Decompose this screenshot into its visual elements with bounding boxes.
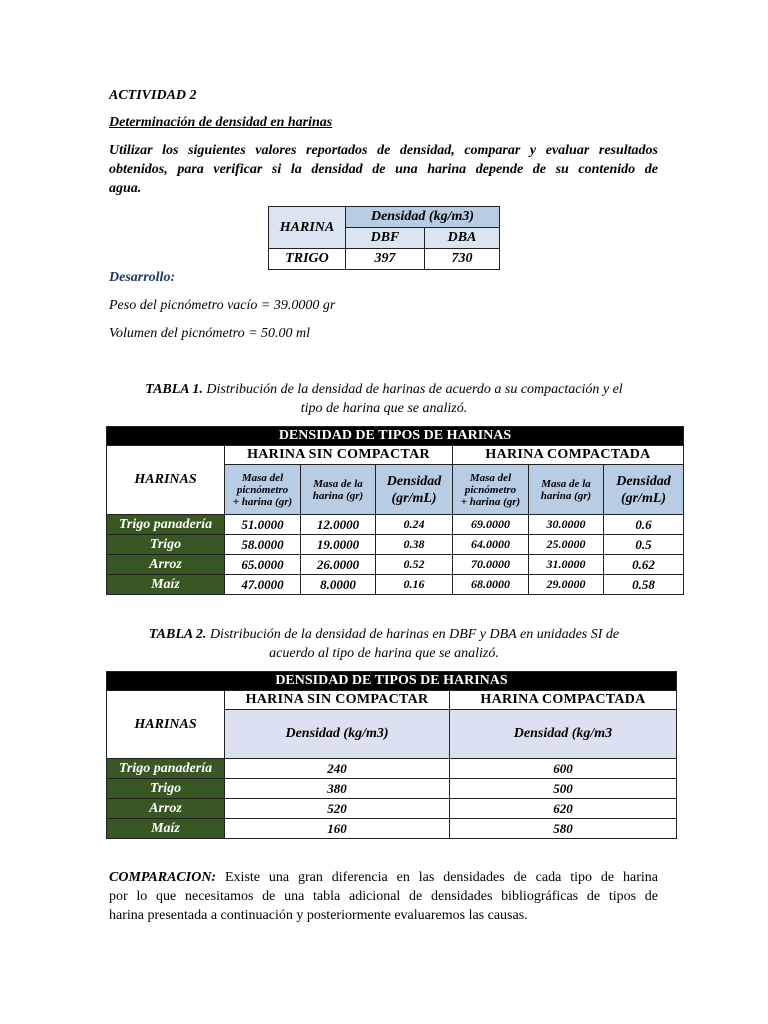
table-row — [107, 759, 677, 779]
cell: 0.38 — [376, 535, 453, 555]
col-label-part: + harina (gr) — [460, 495, 521, 508]
cell: 600 — [450, 759, 677, 779]
table2-col-densidad-right: Densidad (kg/m3 — [450, 710, 677, 759]
row-label: Trigo panadería — [107, 759, 225, 779]
row-label: Maíz — [107, 819, 225, 839]
table1-caption-rest: Distribución de la densidad de harinas de acuerdo a su compactación y el — [202, 382, 623, 397]
cell: 68.0000 — [453, 575, 529, 595]
activity-title: ACTIVIDAD 2 — [109, 88, 197, 103]
col-label-part: harina (gr) — [540, 489, 592, 502]
col-label-part: picnómetro — [236, 483, 289, 496]
table1-col-densidad-2 — [604, 465, 684, 515]
cell: 620 — [450, 799, 677, 819]
row-label: Trigo panadería — [107, 515, 225, 535]
row-label: Arroz — [107, 555, 225, 575]
table1-caption-bold: TABLA 1. — [145, 382, 203, 397]
volumen-picnometro: Volumen del picnómetro = 50.00 ml — [109, 326, 311, 341]
peso-picnometro: Peso del picnómetro vacío = 39.0000 gr — [109, 298, 336, 313]
table2 — [106, 671, 677, 839]
comparacion-label: COMPARACION: — [109, 870, 217, 885]
ref-dba-header: DBA — [425, 228, 500, 249]
cell: 0.6 — [604, 515, 684, 535]
col-label-part: Masa del — [469, 471, 512, 484]
cell: 30.0000 — [529, 515, 604, 535]
cell: 19.0000 — [301, 535, 376, 555]
col-label-part: harina (gr) — [312, 489, 364, 502]
table1-caption-line-1 — [0, 380, 768, 399]
desarrollo-label: Desarrollo: — [109, 270, 176, 285]
col-label-part: + harina (gr) — [232, 495, 293, 508]
col-label-part: Densidad — [386, 473, 442, 489]
cell: 0.52 — [376, 555, 453, 575]
cell: 70.0000 — [453, 555, 529, 575]
col-label-part: picnómetro — [464, 483, 517, 496]
table2-sin-header: HARINA SIN COMPACTAR — [225, 691, 450, 710]
cell: 500 — [450, 779, 677, 799]
cell: 0.16 — [376, 575, 453, 595]
cell: 58.0000 — [225, 535, 301, 555]
table2-col-densidad-left: Densidad (kg/m3) — [225, 710, 450, 759]
col-label-part: Densidad — [616, 473, 671, 489]
table2-caption-line-1 — [0, 625, 768, 644]
table-row — [107, 535, 684, 555]
cell: 520 — [225, 799, 450, 819]
section-subtitle: Determinación de densidad en harinas — [109, 115, 333, 130]
intro-line-3: agua. — [109, 181, 142, 196]
comparacion-text-1: Existe una gran diferencia en las densidades de cada tipo de harina — [216, 870, 658, 885]
table1-col-masa-harina-2 — [529, 465, 604, 515]
table-row — [107, 575, 684, 595]
cell: 8.0000 — [301, 575, 376, 595]
cell: 0.58 — [604, 575, 684, 595]
cell: 0.5 — [604, 535, 684, 555]
ref-row-dbf: 397 — [346, 249, 425, 270]
table1-header: DENSIDAD DE TIPOS DE HARINAS — [107, 427, 684, 446]
table2-caption-rest: Distribución de la densidad de harinas en DBF y DBA en unidades SI de — [206, 627, 620, 642]
reference-density-table — [268, 206, 500, 270]
col-label-part: (gr/mL) — [620, 490, 667, 506]
table1-caption-line-2: tipo de harina que se analizó. — [300, 401, 468, 416]
intro-line-2: obtenidos, para verificar si la densidad de una harina depende de su contenido de — [109, 162, 658, 177]
table2-header: DENSIDAD DE TIPOS DE HARINAS — [107, 672, 677, 691]
cell: 25.0000 — [529, 535, 604, 555]
cell: 29.0000 — [529, 575, 604, 595]
table1-harinas-header: HARINAS — [107, 446, 225, 515]
cell: 65.0000 — [225, 555, 301, 575]
cell: 47.0000 — [225, 575, 301, 595]
cell: 0.24 — [376, 515, 453, 535]
comparacion-line-3: harina presentada a continuación y posteriormente evaluaremos las causas. — [109, 908, 528, 923]
comparacion-line-1 — [109, 868, 658, 887]
table1 — [106, 426, 684, 595]
table1-col-densidad — [376, 465, 453, 515]
intro-line-1: Utilizar los siguientes valores reportados de densidad, comparar y evaluar resultados — [109, 143, 658, 158]
col-label-part: (gr/mL) — [391, 490, 437, 506]
row-label: Trigo — [107, 535, 225, 555]
row-label: Arroz — [107, 799, 225, 819]
table-row — [107, 515, 684, 535]
table1-col-masa-harina — [301, 465, 376, 515]
cell: 51.0000 — [225, 515, 301, 535]
ref-row-dba: 730 — [425, 249, 500, 270]
table1-sin-header: HARINA SIN COMPACTAR — [225, 446, 453, 465]
row-label: Maíz — [107, 575, 225, 595]
table2-caption-bold: TABLA 2. — [148, 627, 207, 642]
ref-density-header: Densidad (kg/m3) — [346, 207, 500, 228]
cell: 160 — [225, 819, 450, 839]
table-row — [107, 819, 677, 839]
cell: 64.0000 — [453, 535, 529, 555]
table-row — [107, 799, 677, 819]
table1-col-masa-picnometro-2 — [453, 465, 529, 515]
cell: 240 — [225, 759, 450, 779]
table1-col-masa-picnometro — [225, 465, 301, 515]
cell: 0.62 — [604, 555, 684, 575]
comparacion-line-2: por lo que necesitamos de una tabla adicional de densidades bibliográficas de tipos de — [109, 889, 658, 904]
table2-harinas-header: HARINAS — [107, 691, 225, 759]
cell: 69.0000 — [453, 515, 529, 535]
ref-harina-header: HARINA — [269, 207, 346, 249]
cell: 380 — [225, 779, 450, 799]
col-label-part: Masa de la — [313, 477, 363, 490]
ref-row-name: TRIGO — [269, 249, 346, 270]
cell: 31.0000 — [529, 555, 604, 575]
cell: 12.0000 — [301, 515, 376, 535]
table2-caption-line-2: acuerdo al tipo de harina que se analizó. — [269, 646, 499, 661]
table1-con-header: HARINA COMPACTADA — [453, 446, 684, 465]
col-label-part: Masa de la — [541, 477, 591, 490]
table2-con-header: HARINA COMPACTADA — [450, 691, 677, 710]
cell: 580 — [450, 819, 677, 839]
table-row — [107, 555, 684, 575]
row-label: Trigo — [107, 779, 225, 799]
ref-dbf-header: DBF — [346, 228, 425, 249]
table-row — [107, 779, 677, 799]
cell: 26.0000 — [301, 555, 376, 575]
col-label-part: Masa del — [241, 471, 284, 484]
